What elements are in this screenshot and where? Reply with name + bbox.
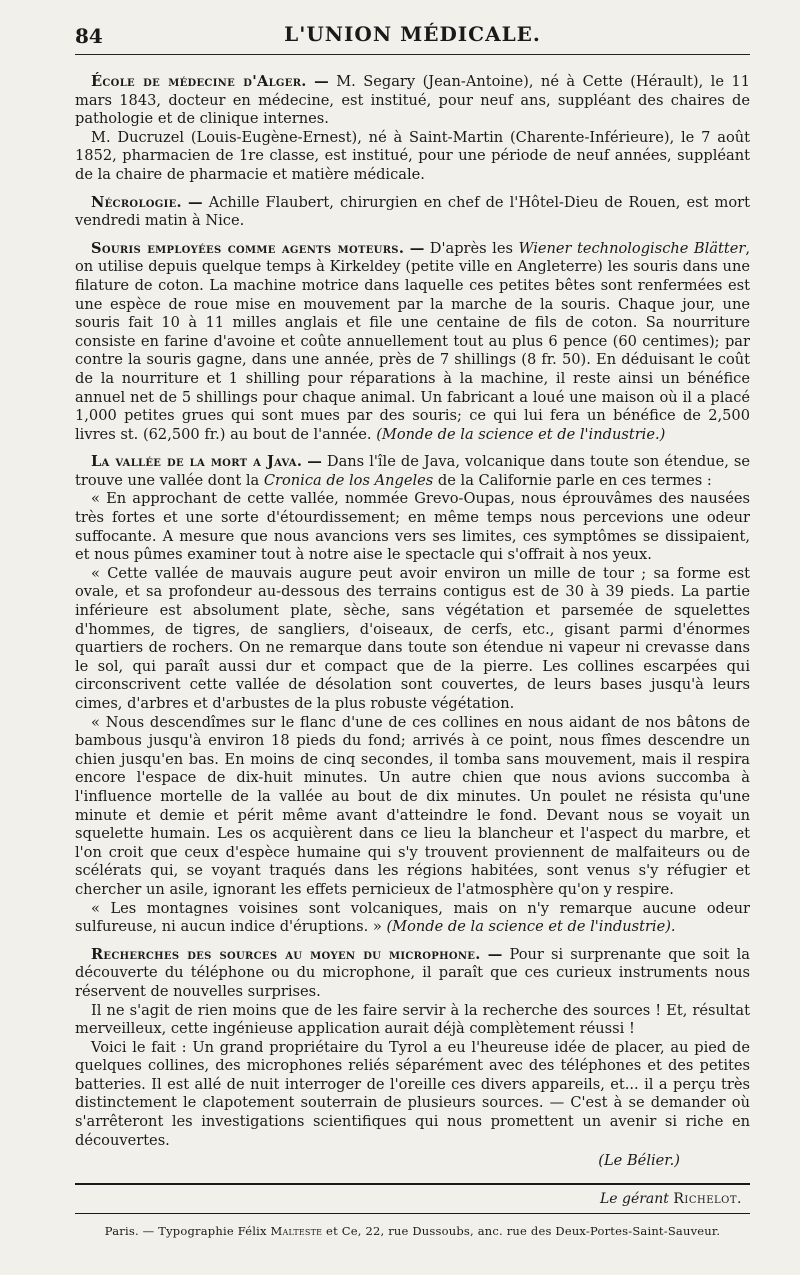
page-header [75, 20, 750, 55]
source-citation: (Monde de la science et de l'industrie). [386, 918, 676, 936]
gerant-signature [75, 1191, 750, 1207]
article-souris [75, 240, 750, 445]
footer-rule [75, 1213, 750, 1214]
paragraph: Recherches des sources au moyen du microphone. — Pour si surprenante que soit la découverte du téléphone ou du microphone, il paraît que ces curieux instruments nous réservent de nouvelles surprises. [75, 945, 750, 1000]
paragraph: « Nous descendîmes sur le flanc d'une de ces collines en nous aidant de nos bâtons de bambous jusqu'à environ 18 pieds du fond; arrivés à ce point, nous fîmes descendre un chien jusqu'en bas. En moins de cinq secondes, il tomba sans mouvement, mais il respira encore l'espace de dix-huit minutes. Un autre chien que nous avions succomba à l'influence mortelle de la vallée au bout de dix minutes. Un poulet ne résista qu'une minute et demie et périt même avant d'atteindre le fond. Devant nous se voyait un squelette humain. Les os acquièrent dans ce lieu la blancheur et l'aspect du marbre, et l'on croit que ceux d'espèce humaine qui s'y trouvent proviennent de malfaiteurs ou de scélérats qui, se voyant traqués dans les régions habitées, sont venus s'y réfugier et chercher un asile, ignorant les effets pernicieux de l'atmosphère qu'on y respire. [75, 713, 750, 898]
paragraph: Voici le fait : Un grand propriétaire du Tyrol a eu l'heureuse idée de placer, au pied de quelques collines, des microphones reliés séparément avec des téléphones et des petites batteries. Il est allé de nuit interroger de l'oreille ces divers appareils, et... il a perçu très distinctement le clapotement souterrain de plusieurs sources. — C'est à se demander où s'arrêteront les investigations scientifiques qui nous promettent un avenir si riche en découvertes. [75, 1038, 750, 1149]
footer-rule [75, 1183, 750, 1185]
article-vallee-mort [75, 453, 750, 936]
paragraph: Il ne s'agit de rien moins que de les faire servir à la recherche des sources ! Et, résultat merveilleux, cette ingénieuse application aurait déjà complètement réussi ! [75, 1001, 750, 1038]
paragraph-text: Dans l'île de Java, volcanique dans toute son étendue, se trouve une vallée dont la [75, 453, 751, 489]
paragraph: « Cette vallée de mauvais augure peut avoir environ un mille de tour ; sa forme est ovale, et sa profondeur au-dessous des terrains contigus est de 30 à 39 pieds. La partie inférieure est absolument plate, sèche, sans végétation et parsemée de squelettes d'hommes, de tigres, de sangliers, d'oiseaux, de cerfs, etc., gisant parmi d'énormes quartiers de rochers. On ne remarque dans toute son étendue ni vapeur ni crevasse dans le sol, qui paraît aussi dur et compact que de la pierre. Les collines escarpées qui circonscrivent cette vallée de désolation sont couvertes, de leurs bases jusqu'à leurs cimes, d'arbres et d'arbustes de la plus robuste végétation. [75, 564, 750, 712]
paragraph: Souris employées comme agents moteurs. — D'après les Wiener technologische Blätter, on utilise depuis quelque temps à Kirkeldey (petite ville en Angleterre) les souris dans une filature de coton. La machine motrice dans laquelle ces petites bêtes sont renfermées est une espèce de roue mise en mouvement par la marche de la souris. Chaque jour, une souris fait 10 à 11 milles anglais et file une centaine de fils de coton. Sa nourriture consiste en farine d'avoine et coûte annuellement tout au plus 6 pence (60 centimes); par contre la souris gagne, dans une année, près de 7 shillings (8 fr. 50). En déduisant le coût de la nourriture et 1 shilling pour réparations à la machine, il reste ainsi un bénéfice annuel net de 5 shillings pour chaque animal. Un fabricant a loué une maison où il a placé 1,000 petites grues qui sont mues par des souris; ce qui lui fera un bénéfice de 2,500 livres st. (62,500 fr.) au bout de l'année. (Monde de la science et de l'industrie.) [75, 239, 750, 443]
gerant-label: Le gérant [599, 1190, 669, 1207]
article-ecole-alger [75, 73, 750, 185]
printer-imprint: Paris. — Typographie Félix Malteste et Ce, 22, rue Dussoubs, anc. rue des Deux-Portes-Saint-Sauveur. [104, 1223, 721, 1238]
article-necrologie [75, 194, 750, 231]
paragraph-text: D'après les [424, 239, 519, 257]
gerant-name: Richelot. [673, 1190, 742, 1207]
article-headline: Recherches des sources au moyen du microphone. [91, 945, 481, 963]
publication-title: Wiener technologische Blätter [518, 239, 746, 257]
paragraph-text: « Les montagnes voisines sont volcaniques, mais on n'y remarque aucune odeur sulfureuse, ni aucun indice d'éruptions. » [75, 899, 750, 936]
paragraph: La vallée de la mort a Java. — Dans l'île de Java, volcanique dans toute son étendue, se trouve une vallée dont la Cronica de los Angeles de la Californie parle en ces termes : [75, 453, 751, 489]
source-citation: (Monde de la science et de l'industrie.) [376, 425, 666, 443]
page-number: 84 [75, 24, 103, 48]
paragraph: M. Ducruzel (Louis-Eugène-Ernest), né à Saint-Martin (Charente-Inférieure), le 7 août 1852, pharmacien de 1re classe, est institué, pour une période de neuf années, suppléant de la chaire de pharmacie et matière médicale. [75, 128, 750, 183]
source-citation: (Le Bélier.) [598, 1152, 680, 1170]
paragraph-text: M. Segary (Jean-Antoine), né à Cette (Hérault), le 11 mars 1843, docteur en médecine, est institué, pour neuf ans, suppléant des chaires de pathologie et de clinique internes. [75, 73, 751, 128]
publication-title: Cronica de los Angeles [263, 471, 434, 489]
article-headline: École de médecine d'Alger. [91, 73, 307, 90]
paragraph-text: Achille Flaubert, chirurgien en chef de l'Hôtel-Dieu de Rouen, est mort vendredi matin à Nice. [75, 193, 751, 230]
printer-name: Malteste [270, 1223, 323, 1238]
article-headline: La vallée de la mort a Java. [91, 453, 303, 471]
article-headline: Souris employées comme agents moteurs. [91, 239, 405, 257]
paragraph-text: Pour si surprenante que soit la découverte du téléphone ou du microphone, il paraît que ces curieux instruments nous réservent de nouvelles surprises. [75, 945, 750, 1000]
paragraph-text: , on utilise depuis quelque temps à Kirkeldey (petite ville en Angleterre) les souris dans une filature de coton. La machine motrice dans laquelle ces petites bêtes sont renfermées est une espèce de roue mise en mouvement par la marche de la souris. Chaque jour, une souris fait 10 à 11 milles anglais et file une centaine de fils de coton. Sa nourriture consiste en farine d'avoine et coûte annuellement tout au plus 6 pence (60 centimes); par contre la souris gagne, dans une année, près de 7 shillings (8 fr. 50). En déduisant le coût de la nourriture et 1 shilling pour réparations à la machine, il reste ainsi un bénéfice annuel net de 5 shillings pour chaque animal. Un fabricant a loué une maison où il a placé 1,000 petites grues qui sont mues par des souris; ce qui lui fera un bénéfice de 2,500 livres st. (62,500 fr.) au bout de l'année. [75, 239, 750, 443]
paragraph: École de médecine d'Alger. — M. Segary (Jean-Antoine), né à Cette (Hérault), le 11 mars 1843, docteur en médecine, est institué, pour neuf ans, suppléant des chaires de pathologie et de clinique internes. [75, 73, 751, 128]
article-microphone [75, 946, 750, 1171]
paragraph-text: de la Californie parle en ces termes : [433, 471, 712, 489]
paragraph: « En approchant de cette vallée, nommée Grevo-Oupas, nous éprouvâmes des nausées très fortes et une sorte d'étourdissement; en même temps nous percevions une odeur suffocante. A mesure que nous avancions vers ses limites, ces symptômes se dissipaient, et nous pûmes examiner tout à notre aise le spectacle qui s'offrait à nos yeux. [75, 490, 750, 564]
running-title: L'UNION MÉDICALE. [284, 22, 541, 46]
paragraph: Nécrologie. — Achille Flaubert, chirurgien en chef de l'Hôtel-Dieu de Rouen, est mort vendredi matin à Nice. [75, 193, 751, 230]
article-headline: Nécrologie. [91, 193, 182, 211]
paragraph [75, 900, 750, 937]
